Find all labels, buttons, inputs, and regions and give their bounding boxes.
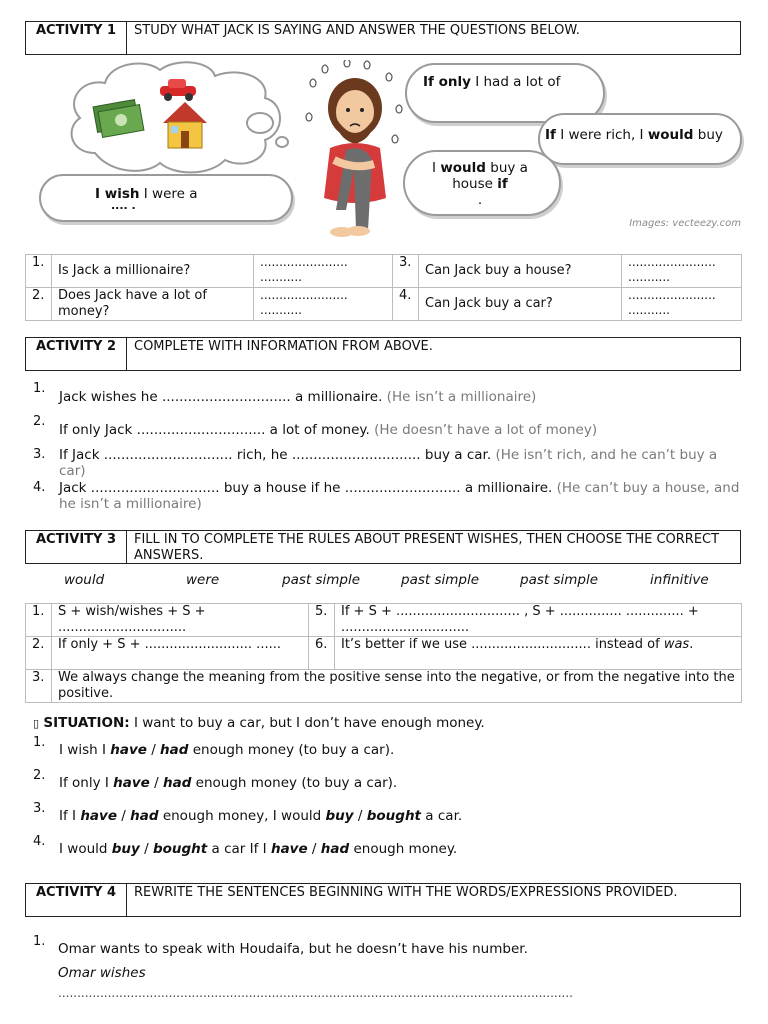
item-number: 4.: [33, 834, 46, 849]
choice-sentence: I would buy / bought a car If I have / had enough money.: [59, 841, 458, 857]
choice-option[interactable]: bought: [152, 841, 208, 857]
speech-bubble-i-wish-dots: .... .: [111, 199, 136, 212]
activity-4-header: [25, 883, 741, 917]
choice-option[interactable]: have: [113, 775, 150, 791]
choice-sentence: If only I have / had enough money (to buy a car).: [59, 775, 398, 791]
activity-2-item: Jack .............................. buy a house if he ........................... a millionaire. (He can’t buy a house, and he isn’t a millionaire): [59, 480, 740, 512]
activity-2-header: [25, 337, 741, 371]
activity-2-label: ACTIVITY 2: [26, 338, 127, 370]
question-number: 1.: [26, 255, 52, 288]
choice-option[interactable]: had: [162, 775, 192, 791]
activity-2-title: COMPLETE WITH INFORMATION FROM ABOVE.: [134, 339, 433, 354]
activity-4-title: REWRITE THE SENTENCES BEGINNING WITH THE WORDS/EXPRESSIONS PROVIDED.: [134, 885, 678, 900]
item-number: 1.: [33, 735, 46, 750]
thought-dots: [245, 108, 305, 158]
activity-2-item: If only Jack .............................. a lot of money. (He doesn’t have a lot of money): [59, 422, 598, 438]
question-number: 3.: [393, 255, 419, 288]
activity-3-header: [25, 530, 741, 564]
rule-number: 5.: [309, 604, 335, 637]
jack-illustration: [25, 58, 741, 238]
question-number: 4.: [393, 288, 419, 321]
item-number: 3.: [33, 447, 46, 462]
question-text: Can Jack buy a house?: [419, 255, 622, 288]
image-credit: Images: vecteezy.com: [629, 218, 741, 229]
situation-marker: ▯: [33, 717, 40, 730]
activity-4-label: ACTIVITY 4: [26, 884, 127, 916]
choice-option[interactable]: have: [110, 742, 147, 758]
answer-line[interactable]: ....................... ...........: [622, 288, 742, 321]
choice-sentence: I wish I have / had enough money (to buy a car).: [59, 742, 395, 758]
choice-option[interactable]: have: [270, 841, 308, 857]
rewrite-start: Omar wishes: [58, 965, 146, 981]
choice-option[interactable]: had: [160, 742, 189, 758]
word-bank-item: past simple: [401, 572, 480, 588]
activity-2-item: Jack wishes he .............................. a millionaire. (He isn’t a millionaire): [59, 389, 537, 405]
rewrite-sentence: Omar wants to speak with Houdaifa, but he doesn’t have his number.: [58, 941, 528, 957]
rule-text: S + wish/wishes + S + ...............................: [52, 604, 309, 637]
rule-text: It’s better if we use ............................. instead of was.: [335, 637, 742, 670]
speech-bubble-if-only-text: If only I had a lot of: [423, 74, 561, 90]
speech-bubble-if-rich-text: If I were rich, I would buy: [545, 127, 723, 143]
item-number: 3.: [33, 801, 46, 816]
word-bank-item: infinitive: [650, 572, 709, 588]
choice-option[interactable]: buy: [325, 808, 354, 824]
question-text: Is Jack a millionaire?: [52, 255, 254, 288]
rule-text: We always change the meaning from the positive sense into the negative, or from the negative into the positive.: [52, 670, 742, 703]
item-number: 1.: [33, 934, 46, 949]
word-bank-item: were: [186, 572, 220, 588]
question-text: Does Jack have a lot of money?: [52, 288, 254, 321]
activity-1-questions: [25, 254, 742, 321]
item-number: 4.: [33, 480, 46, 495]
word-bank-item: would: [64, 572, 105, 588]
jack-figure: [300, 60, 420, 238]
word-bank-item: past simple: [282, 572, 361, 588]
choice-option[interactable]: have: [80, 808, 117, 824]
rewrite-answer-line[interactable]: .......................................................................................................................................: [58, 986, 573, 1000]
rule-number: 3.: [26, 670, 52, 703]
question-number: 2.: [26, 288, 52, 321]
rule-number: 1.: [26, 604, 52, 637]
answer-line[interactable]: ....................... ...........: [622, 255, 742, 288]
activity-1-title: STUDY WHAT JACK IS SAYING AND ANSWER THE QUESTIONS BELOW.: [134, 23, 580, 38]
item-number: 1.: [33, 381, 46, 396]
situation: [33, 715, 485, 731]
choice-option[interactable]: had: [130, 808, 159, 824]
activity-2-item: If Jack .............................. rich, he .............................. buy a car. (He isn’t rich, and he can’t buy a car): [59, 447, 718, 479]
word-bank-item: past simple: [520, 572, 599, 588]
answer-line[interactable]: ....................... ...........: [254, 288, 393, 321]
speech-bubble-i-wish-text: I wish I were a: [95, 186, 198, 202]
rule-number: 2.: [26, 637, 52, 670]
activity-1-label: ACTIVITY 1: [26, 22, 127, 54]
choice-sentence: If I have / had enough money, I would buy / bought a car.: [59, 808, 463, 824]
rule-text: If + S + .............................. , S + ............... .............. + ...............................: [335, 604, 742, 637]
item-number: 2.: [33, 414, 46, 429]
choice-option[interactable]: bought: [366, 808, 422, 824]
item-number: 2.: [33, 768, 46, 783]
choice-option[interactable]: had: [320, 841, 350, 857]
rule-text: If only + S + .......................... ......: [52, 637, 309, 670]
rule-number: 6.: [309, 637, 335, 670]
speech-bubble-would-buy-text: I would buy a house if .: [432, 160, 528, 208]
activity-3-label: ACTIVITY 3: [26, 531, 127, 563]
situation-text: I want to buy a car, but I don’t have enough money.: [129, 715, 485, 731]
choice-option[interactable]: buy: [111, 841, 140, 857]
activity-1-header: [25, 21, 741, 55]
money-icon: [93, 100, 144, 138]
answer-line[interactable]: ....................... ...........: [254, 255, 393, 288]
activity-3-title: FILL IN TO COMPLETE THE RULES ABOUT PRESENT WISHES, THEN CHOOSE THE CORRECT ANSWERS.: [134, 532, 720, 563]
activity-3-rules: [25, 603, 742, 703]
situation-label: SITUATION:: [43, 715, 130, 731]
question-text: Can Jack buy a car?: [419, 288, 622, 321]
